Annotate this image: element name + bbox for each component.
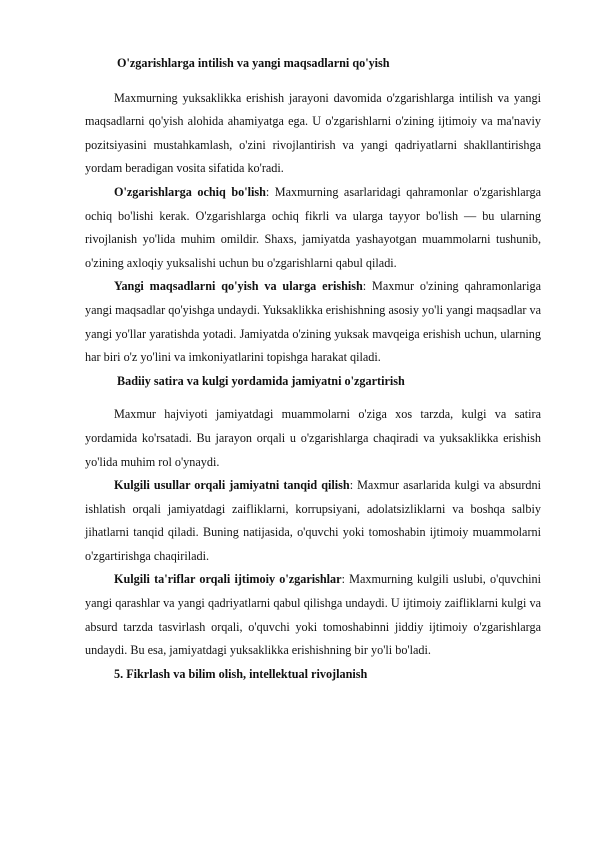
section-heading-intellectual: 5. Fikrlash va bilim olish, intellektual rivojlanish [114, 666, 368, 681]
paragraph [85, 474, 541, 568]
paragraph-text: Maxmur hajviyoti jamiyatdagi muammolarni o'ziga xos tarzda, kulgi va satira yordamida ko'rsatadi. Bu jarayon orqali u o'zgarishlarga chaqiradi va yuksaklikka erishish yo'lida muhim rol o'ynaydi. [85, 407, 541, 469]
term-bold: Yangi maqsadlarni qo'yish va ularga erishish [114, 279, 363, 294]
paragraph [85, 181, 541, 275]
document-body [85, 52, 541, 686]
paragraph-text: : Maxmurning asarlaridagi qahramonlar o'zgarishlarga ochiq bo'lishi kerak. O'zgarishlarga ochiq fikrli va ularga tayyor bo'lish — bu ularning rivojlanish yo'lida muhim omildir. Shaxs, jamiyatda yashayotgan muammolarni tushunib, o'zining axloqiy yuksalishi uchun bu o'zgarishlarni qabul qiladi. [85, 184, 541, 270]
term-bold: Kulgili ta'riflar orqali ijtimoiy o'zgarishlar [114, 572, 342, 587]
paragraph [85, 275, 541, 369]
term-bold: Kulgili usullar orqali jamiyatni tanqid qilish [114, 478, 350, 493]
paragraph-text: : Maxmur o'zining qahramonlariga yangi maqsadlar qo'yishga undaydi. Yuksaklikka erishishning asosiy yo'li yangi maqsadlar va yangi yo'llar yaratishda yotadi. Jamiyatda o'zining yuksak mavqeiga erishish uchun, ularning har biri o'z yo'lini va imkoniyatlarini topishga harakat qiladi. [85, 279, 541, 365]
paragraph-text: : Maxmur asarlarida kulgi va absurdni ishlatish orqali jamiyatdagi zaifliklarni, korrupsiyani, adolatsizliklarni va boshqa salbiy jihatlarni tanqid qiladi. Buning natijasida, o'quvchi yoki tomoshabin ijtimoiy muammolarni o'zgartirishga chaqiriladi. [85, 478, 542, 563]
paragraph-text: Maxmurning yuksaklikka erishish jarayoni davomida o'zgarishlarga intilish va yangi maqsadlarni qo'yish alohida ahamiyatga ega. U o'zgarishlarni o'zining ijtimoiy va ma'naviy pozitsiyasini mustahkamlash, o'zini rivojlantirish va yangi qadriyatlarni shakllantirishga yordam beradigan vosita sifatida ko'radi. [85, 90, 541, 176]
section-heading-changes: O'zgarishlarga intilish va yangi maqsadlarni qo'yish [117, 56, 390, 70]
paragraph [85, 568, 541, 662]
section-heading-satire: Badiiy satira va kulgi yordamida jamiyatni o'zgartirish [117, 373, 405, 388]
paragraph [85, 403, 541, 474]
paragraph [85, 87, 541, 181]
paragraph-text: : Maxmurning kulgili uslubi, o'quvchini yangi qarashlar va yangi qadriyatlarni qabul qilishga undaydi. U ijtimoiy zaifliklarni kulgi va absurd tarzda tasvirlash orqali, o'quvchi yoki tomoshabinni jiddiy ijtimoiy o'zgarishlarga undaydi. Bu esa, jamiyatdagi yuksaklikka erishishning bir yo'li bo'ladi. [85, 572, 541, 658]
term-bold: O'zgarishlarga ochiq bo'lish [114, 184, 266, 199]
